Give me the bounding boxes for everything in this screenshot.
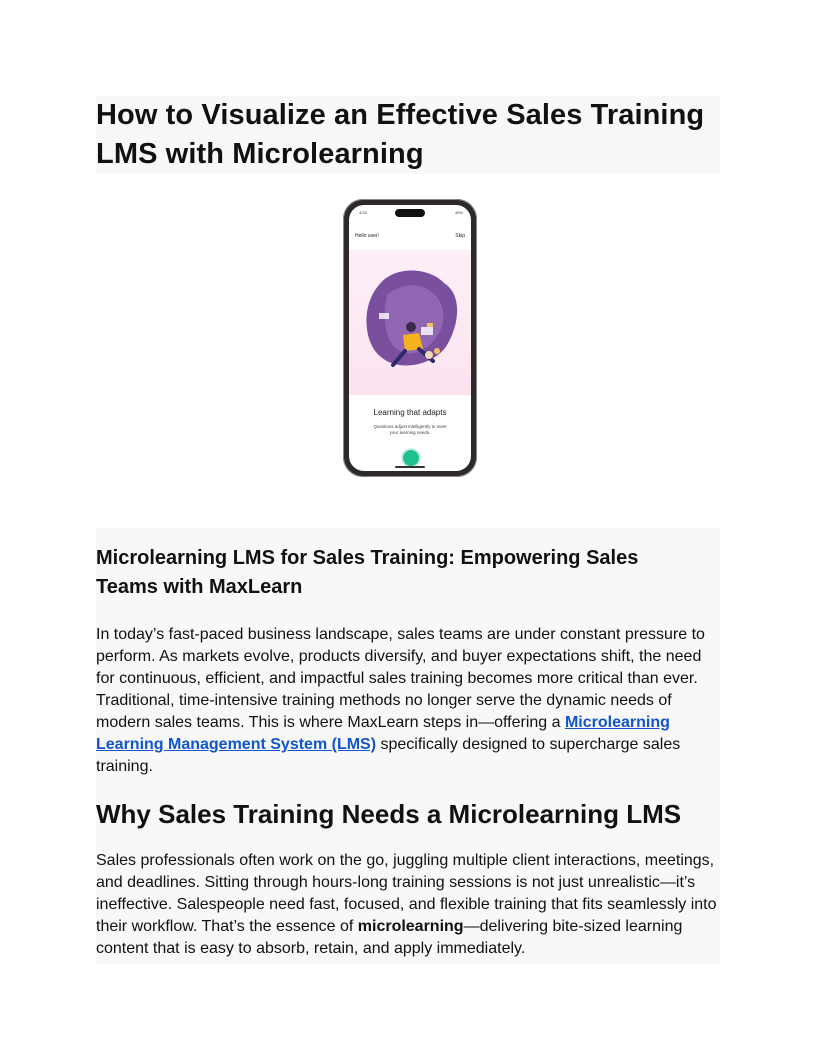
why-heading: Why Sales Training Needs a Microlearning LMS bbox=[96, 799, 682, 829]
content-block bbox=[96, 528, 720, 964]
section-heading: Microlearning LMS for Sales Training: Empowering Sales Teams with MaxLearn bbox=[96, 547, 639, 598]
phone-screen bbox=[349, 205, 471, 471]
phone-mockup-image bbox=[343, 199, 477, 477]
title-block bbox=[96, 96, 720, 174]
intro-text-start: In today’s fast-paced business landscape, sales teams are under constant pressure to perform. As markets evolve, products diversify, and buyer expectations shift, the need for continuous, efficient, and impactful sales training becomes more critical than ever. Traditional, time-intensive training methods no longer serve the dynamic needs of modern sales teams. This is where MaxLearn steps in—offering a bbox=[96, 626, 705, 731]
learning-illustration bbox=[359, 265, 463, 380]
greeting-label: Hello user! bbox=[355, 233, 379, 239]
why-text-start: Sales professionals often work on the go, juggling multiple client interactions, meetings, and deadlines. Sitting through hours-long training sessions is not just unrealistic—it’s ineffective. Salespeople need fast, focused, and flexible training that fits seamlessly into their workflow. That’s the essence of bbox=[96, 852, 717, 935]
status-time: 4:53 bbox=[359, 210, 367, 215]
why-text-end: —delivering bite-sized learning content that is easy to absorb, retain, and apply immediately. bbox=[96, 918, 683, 957]
hero-title: Learning that adapts bbox=[373, 408, 447, 417]
home-indicator bbox=[395, 466, 425, 468]
microlearning-bold: microlearning bbox=[357, 918, 464, 935]
status-battery: 45% bbox=[454, 210, 463, 215]
next-progress-button bbox=[403, 450, 419, 466]
hero-subtitle: Questions adjust intelligently to meet your learning needs. bbox=[373, 424, 447, 435]
page-title: How to Visualize an Effective Sales Training LMS with Microlearning bbox=[96, 99, 705, 170]
intro-paragraph bbox=[96, 624, 720, 778]
phone-notch bbox=[395, 209, 425, 217]
microlearning-lms-link[interactable]: Microlearning Learning Management System (LMS) bbox=[96, 714, 670, 753]
skip-link: Skip bbox=[455, 233, 465, 239]
app-top-bar bbox=[355, 232, 465, 240]
intro-text-end: specifically designed to supercharge sales training. bbox=[96, 736, 681, 775]
why-paragraph bbox=[96, 850, 720, 960]
